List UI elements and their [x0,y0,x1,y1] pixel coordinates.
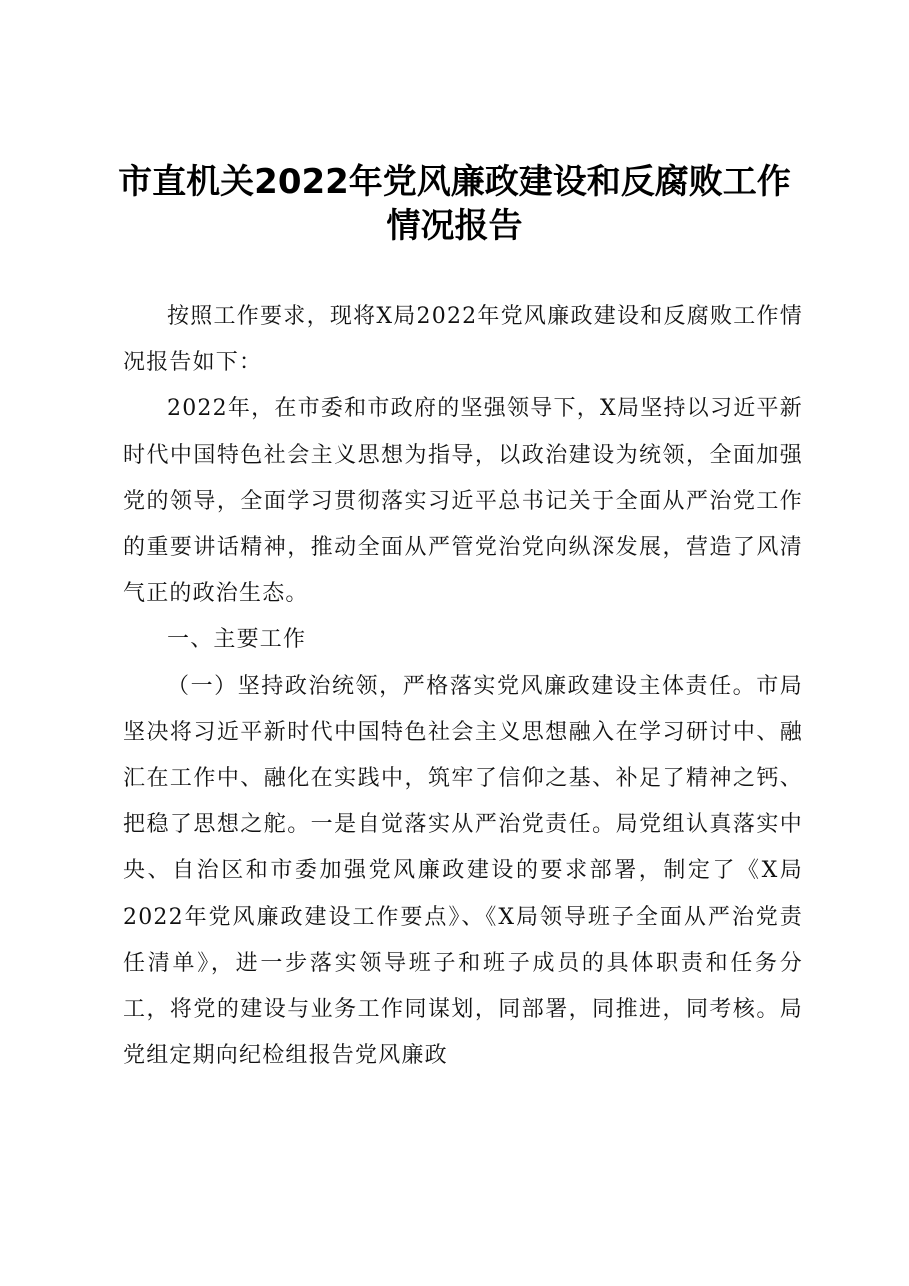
title-line-1: 市直机关2022年党风廉政建设和反腐败工作 [118,162,791,202]
document-body [123,294,803,1079]
paragraph-political-leadership: （一）坚持政治统领，严格落实党风廉政建设主体责任。市局坚决将习近平新时代中国特色社会主义思想融入在学习研讨中、融汇在工作中、融化在实践中，筑牢了信仰之基、补足了精神之钙、把稳了思想之舵。一是自觉落实从严治党责任。局党组认真落实中央、自治区和市委加强党风廉政建设的要求部署，制定了《X局2022年党风廉政建设工作要点》、《X局领导班子全面从严治党责任清单》，进一步落实领导班子和班子成员的具体职责和任务分工，将党的建设与业务工作同谋划，同部署，同推进，同考核。局党组定期向纪检组报告党风廉政 [123,673,803,1069]
title-line-2: 情况报告 [386,206,523,246]
document-title [100,160,809,248]
paragraph-overview: 2022年，在市委和市政府的坚强领导下，X局坚持以习近平新时代中国特色社会主义思想为指导，以政治建设为统领，全面加强党的领导，全面学习贯彻落实习近平总书记关于全面从严治党工作的重要讲话精神，推动全面从严管党治党向纵深发展，营造了风清气正的政治生态。 [123,396,803,607]
paragraph-intro: 按照工作要求，现将X局2022年党风廉政建设和反腐败工作情况报告如下： [123,304,803,376]
section-heading-main-work: 一、主要工作 [167,627,307,653]
